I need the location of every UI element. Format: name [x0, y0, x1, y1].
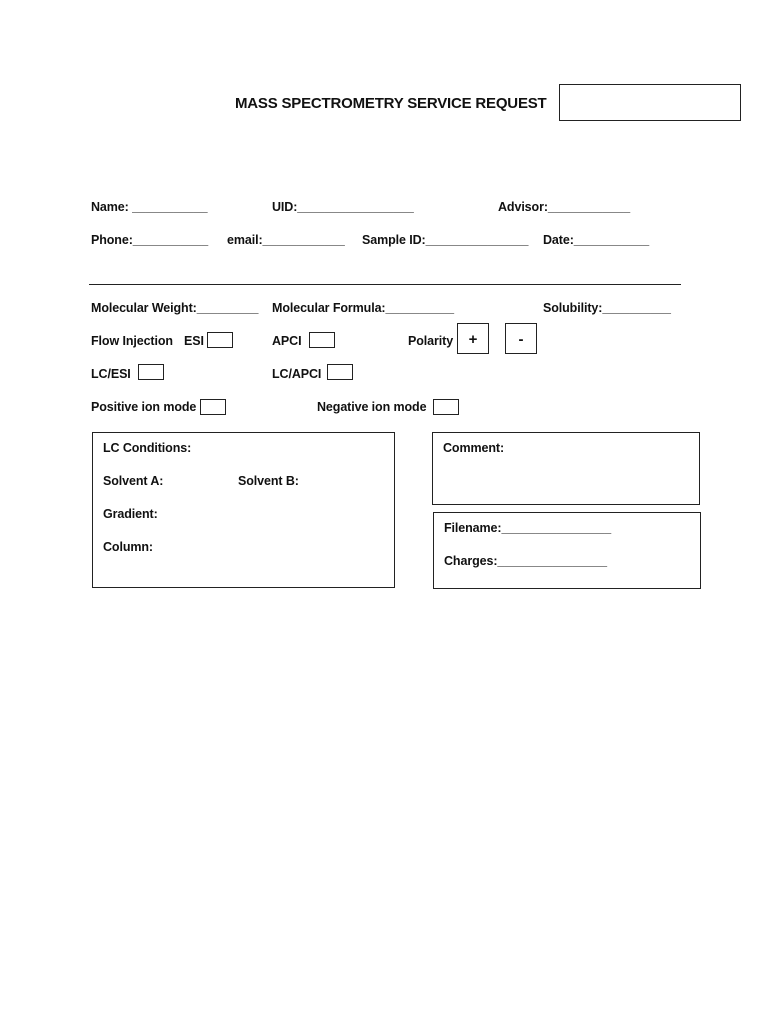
- lc-apci-label: LC/APCI: [272, 367, 322, 381]
- phone-field[interactable]: Phone:___________: [91, 233, 209, 247]
- positive-ion-mode-label: Positive ion mode: [91, 400, 197, 414]
- molecular-formula-field[interactable]: Molecular Formula:__________: [272, 301, 455, 315]
- gradient-label: Gradient:: [103, 507, 158, 521]
- solubility-field[interactable]: Solubility:__________: [543, 301, 671, 315]
- sample-id-field[interactable]: Sample ID:_______________: [362, 233, 529, 247]
- form-title: MASS SPECTROMETRY SERVICE REQUEST: [235, 95, 547, 112]
- solvent-b-label: Solvent B:: [238, 474, 299, 488]
- date-field[interactable]: Date:___________: [543, 233, 650, 247]
- molecular-weight-field[interactable]: Molecular Weight:_________: [91, 301, 259, 315]
- lc-esi-checkbox[interactable]: [138, 364, 164, 380]
- flow-injection-label: Flow Injection: [91, 334, 173, 348]
- office-use-box[interactable]: [559, 84, 741, 121]
- polarity-label: Polarity: [408, 334, 454, 348]
- negative-ion-mode-label: Negative ion mode: [317, 400, 427, 414]
- email-field[interactable]: email:____________: [227, 233, 345, 247]
- uid-field[interactable]: UID:_________________: [272, 200, 414, 214]
- charges-field[interactable]: Charges:________________: [444, 554, 608, 568]
- advisor-field[interactable]: Advisor:____________: [498, 200, 631, 214]
- esi-label: ESI: [184, 334, 204, 348]
- apci-label: APCI: [272, 334, 302, 348]
- section-divider: [89, 284, 681, 285]
- file-info-panel[interactable]: [433, 512, 701, 589]
- positive-ion-mode-checkbox[interactable]: [200, 399, 226, 415]
- solvent-a-label: Solvent A:: [103, 474, 164, 488]
- apci-checkbox[interactable]: [309, 332, 335, 348]
- filename-field[interactable]: Filename:________________: [444, 521, 612, 535]
- negative-ion-mode-checkbox[interactable]: [433, 399, 459, 415]
- lc-conditions-panel[interactable]: [92, 432, 395, 588]
- lc-esi-label: LC/ESI: [91, 367, 131, 381]
- column-label: Column:: [103, 540, 153, 554]
- lc-conditions-heading: LC Conditions:: [103, 441, 192, 455]
- comment-panel[interactable]: [432, 432, 700, 505]
- lc-apci-checkbox[interactable]: [327, 364, 353, 380]
- polarity-negative-box[interactable]: -: [505, 323, 537, 354]
- name-field[interactable]: Name: ___________: [91, 200, 208, 214]
- polarity-positive-box[interactable]: +: [457, 323, 489, 354]
- comment-heading: Comment:: [443, 441, 505, 455]
- esi-checkbox[interactable]: [207, 332, 233, 348]
